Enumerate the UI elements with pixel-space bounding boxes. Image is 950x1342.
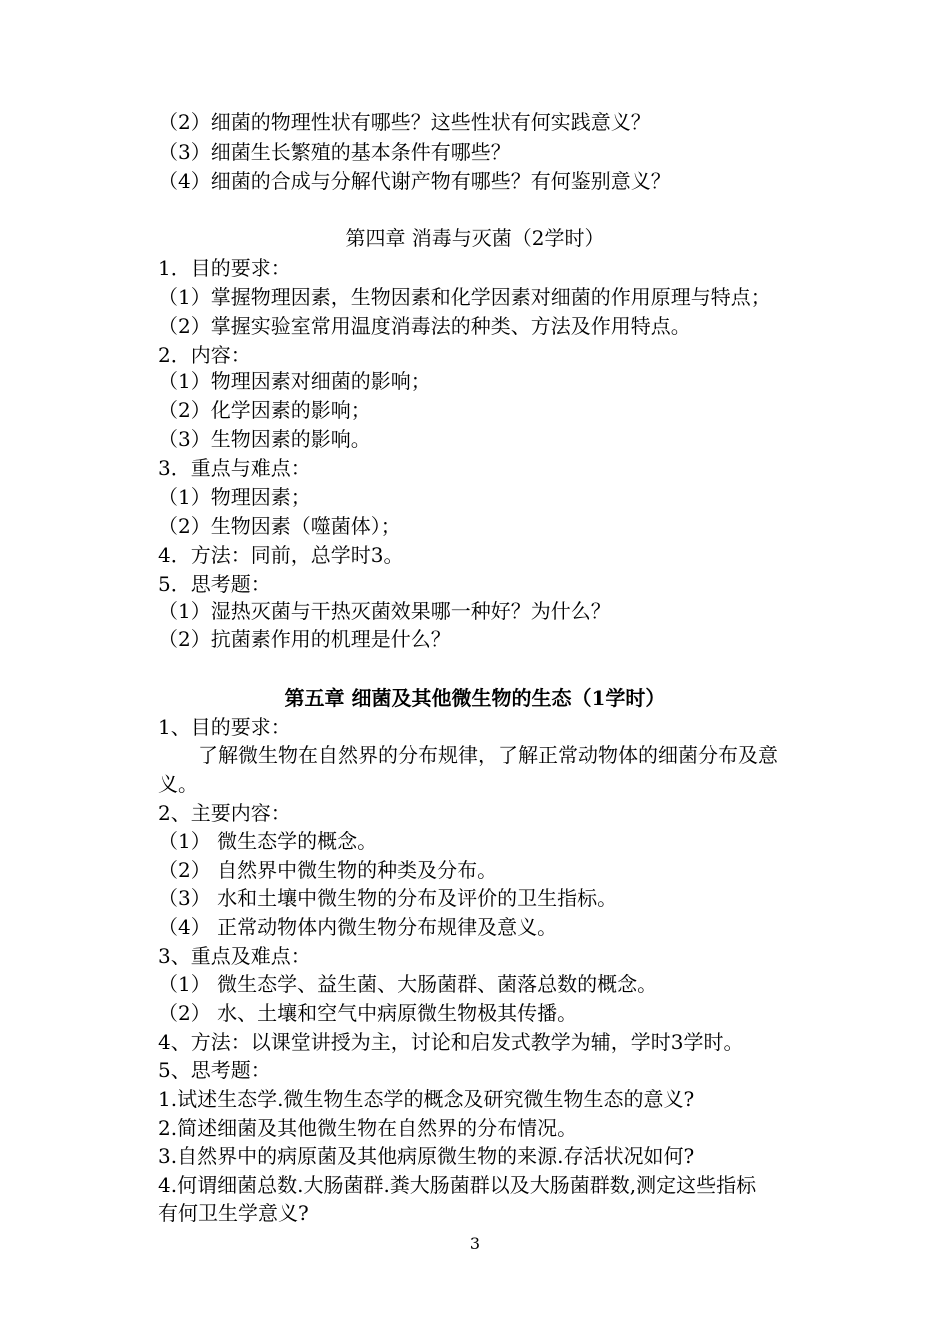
body-line: （2） 自然界中微生物的种类及分布。 (158, 858, 498, 882)
body-line: （1）湿热灭菌与干热灭菌效果哪一种好？为什么？ (158, 599, 611, 623)
body-line: （2）抗菌素作用的机理是什么？ (158, 627, 451, 651)
body-line: 5．思考题： (158, 572, 271, 596)
body-line: 3.自然界中的病原菌及其他病原微生物的来源.存活状况如何? (158, 1144, 695, 1168)
body-line: 1、目的要求： (158, 715, 291, 739)
body-line: 4．方法：同前，总学时3。 (158, 543, 404, 567)
body-line: （2）掌握实验室常用温度消毒法的种类、方法及作用特点。 (158, 314, 691, 338)
body-line: 5、思考题： (158, 1058, 271, 1082)
body-line: （4） 正常动物体内微生物分布规律及意义。 (158, 915, 558, 939)
question-line: （3）细菌生长繁殖的基本条件有哪些？ (158, 140, 511, 164)
page-number: 3 (469, 1234, 481, 1253)
body-line: 有何卫生学意义? (158, 1201, 309, 1225)
body-line: （1）物理因素； (158, 485, 311, 509)
body-line: （1） 微生态学的概念。 (158, 829, 378, 853)
chapter4-title: 第四章 消毒与灭菌（2学时） (345, 226, 605, 250)
body-line: 了解微生物在自然界的分布规律，了解正常动物体的细菌分布及意 (158, 743, 778, 767)
body-line: （1）掌握物理因素，生物因素和化学因素对细菌的作用原理与特点； (158, 285, 771, 309)
body-line: （1） 微生态学、益生菌、大肠菌群、菌落总数的概念。 (158, 972, 658, 996)
body-line: 义。 (158, 772, 198, 796)
body-line: （3） 水和土壤中微生物的分布及评价的卫生指标。 (158, 886, 618, 910)
body-line: 4.何谓细菌总数.大肠菌群.粪大肠菌群以及大肠菌群数,测定这些指标 (158, 1173, 757, 1197)
body-line: （2）化学因素的影响； (158, 398, 371, 422)
body-line: （2）生物因素（噬菌体）； (158, 514, 401, 538)
body-line: （3）生物因素的影响。 (158, 427, 371, 451)
body-line: （2） 水、土壤和空气中病原微生物极其传播。 (158, 1001, 578, 1025)
question-line: （4）细菌的合成与分解代谢产物有哪些？有何鉴别意义？ (158, 169, 671, 193)
body-line: 1．目的要求： (158, 256, 291, 280)
chapter5-title: 第五章 细菌及其他微生物的生态（1学时） (284, 686, 666, 710)
body-line: 4、方法：以课堂讲授为主，讨论和启发式教学为辅，学时3学时。 (158, 1030, 744, 1054)
body-line: 2.简述细菌及其他微生物在自然界的分布情况。 (158, 1116, 578, 1140)
body-line: 2．内容： (158, 343, 251, 367)
body-line: 3．重点与难点： (158, 456, 311, 480)
question-line: （2）细菌的物理性状有哪些？这些性状有何实践意义？ (158, 110, 651, 134)
body-line: 3、重点及难点： (158, 944, 311, 968)
body-line: 1.试述生态学.微生物生态学的概念及研究微生物生态的意义? (158, 1087, 695, 1111)
body-line: 2、主要内容： (158, 801, 291, 825)
body-line: （1）物理因素对细菌的影响； (158, 369, 431, 393)
